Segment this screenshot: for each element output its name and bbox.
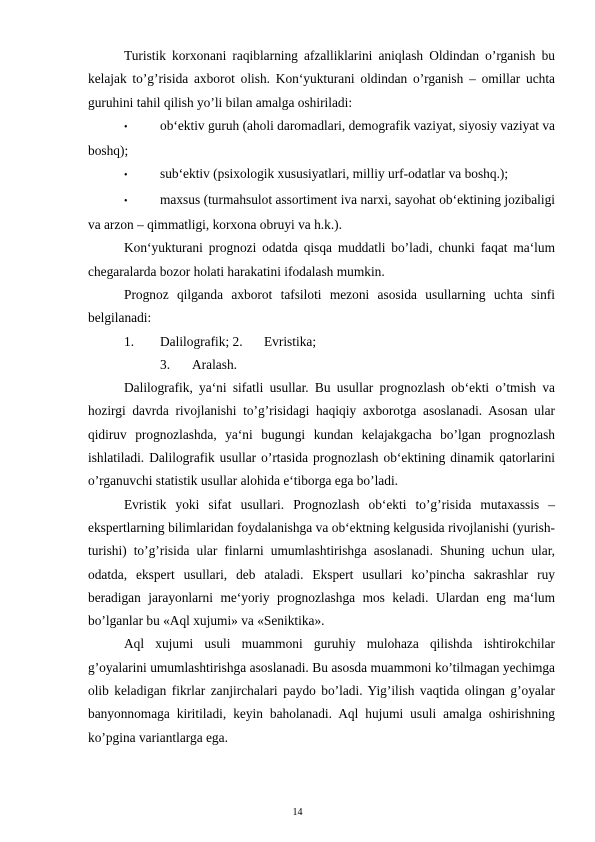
bullet-item-special <box>88 188 555 237</box>
bullet-item-objective <box>88 114 555 163</box>
page-number: 14 <box>292 807 303 818</box>
list-item-aralash: Aralash. <box>192 356 237 372</box>
list-item-evristika: Evristika; <box>264 333 317 349</box>
list-row-2 <box>88 353 555 376</box>
paragraph-forecast: Prognoz qilganda axborot tafsiloti mezoni asosida usullarning uchta sinfi belgilanadi: <box>88 286 555 326</box>
paragraph-aql-xujumi: Aql xujumi usuli muammoni guruhiy mulohaza qilishda ishtirokchilar g’oyalarini umumlashtirishga asoslanadi. Bu asosda muammoni ko’tilmagan yechimga olib keladigan fikrlar zanjirchalari paydo bo’ladi. Yig’ilish vaqtida olingan g’oyalar banyonnomaga kiritiladi, keyin baholanadi. Aql hujumi usuli amalga oshirishning ko’pgina variantlarga ega. <box>88 636 555 745</box>
paragraph-intro: Turistik korxonani raqiblarning afzalliklarini aniqlash Oldindan o’rganish bu kelajak to’g’risida axborot olish. Kon‘yukturani oldindan o’rganish – omillar uchta guruhini tahil qilish yo’li bilan amalga oshiriladi: <box>88 48 555 110</box>
bullet-icon: • <box>124 121 128 133</box>
bullet-text: ob‘ektiv guruh (aholi daromadlari, demografik vaziyat, siyosiy vaziyat va boshq); <box>88 117 555 159</box>
bullet-icon: • <box>124 170 128 182</box>
document-page <box>88 44 555 749</box>
bullet-item-subjective <box>88 162 555 187</box>
list-row-1 <box>88 330 555 353</box>
paragraph-evristik: Evristik yoki sifat usullari. Prognozlash ob‘ekti to’g’risida mutaxassis – ekspertlarning bilimlaridan foydalanishga va ob‘ektning kelgusida rivojlanishi (yurish-turishi) to’g’risida ular finlarni umumlashtirishga asoslanadi. Shuning uchun ular, odatda, ekspert usullari, deb ataladi. Ekspert usullari ko’pincha sakrashlar ruy beradigan jarayonlarni me‘yoriy prognozlashga mos keladi. Ulardan eng ma‘lum bo’lganlar bu «Aql xujumi» va «Seniktika». <box>88 496 555 629</box>
list-item-dalilografik: Dalilografik; 2. <box>160 333 243 349</box>
list-number: 1. <box>124 333 135 349</box>
paragraph-conjuncture: Kon‘yukturani prognozi odatda qisqa muddatli bo’ladi, chunki faqat ma‘lum chegaralarda bozor holati harakatini ifodalash mumkin. <box>88 240 555 279</box>
list-number: 3. <box>160 356 171 372</box>
bullet-icon: • <box>124 195 128 207</box>
bullet-text: maxsus (turmahsulot assortiment iva narxi, sayohat ob‘ektining jozibaligi va arzon – qimmatligi, korxona obruyi va h.k.). <box>88 191 555 233</box>
paragraph-dalilografik: Dalilografik, ya‘ni sifatli usullar. Bu usullar prognozlash ob‘ekti o’tmish va hozirgi davrda rivojlanishi to’g’risidagi haqiqiy axborotga asoslanadi. Asosan ular qidiruv prognozlashda, ya‘ni bugungi kundan kelajakgacha bo’lgan prognozlash ishlatiladi. Dalilografik usullar o’rtasida prognozlash ob‘ektining dinamik qatorlarini o’rganuvchi statistik usullar alohida e‘tiborga ega bo’ladi. <box>88 380 555 489</box>
bullet-text: sub‘ektiv (psixologik xususiyatlari, milliy urf-odatlar va boshq.); <box>160 166 509 182</box>
